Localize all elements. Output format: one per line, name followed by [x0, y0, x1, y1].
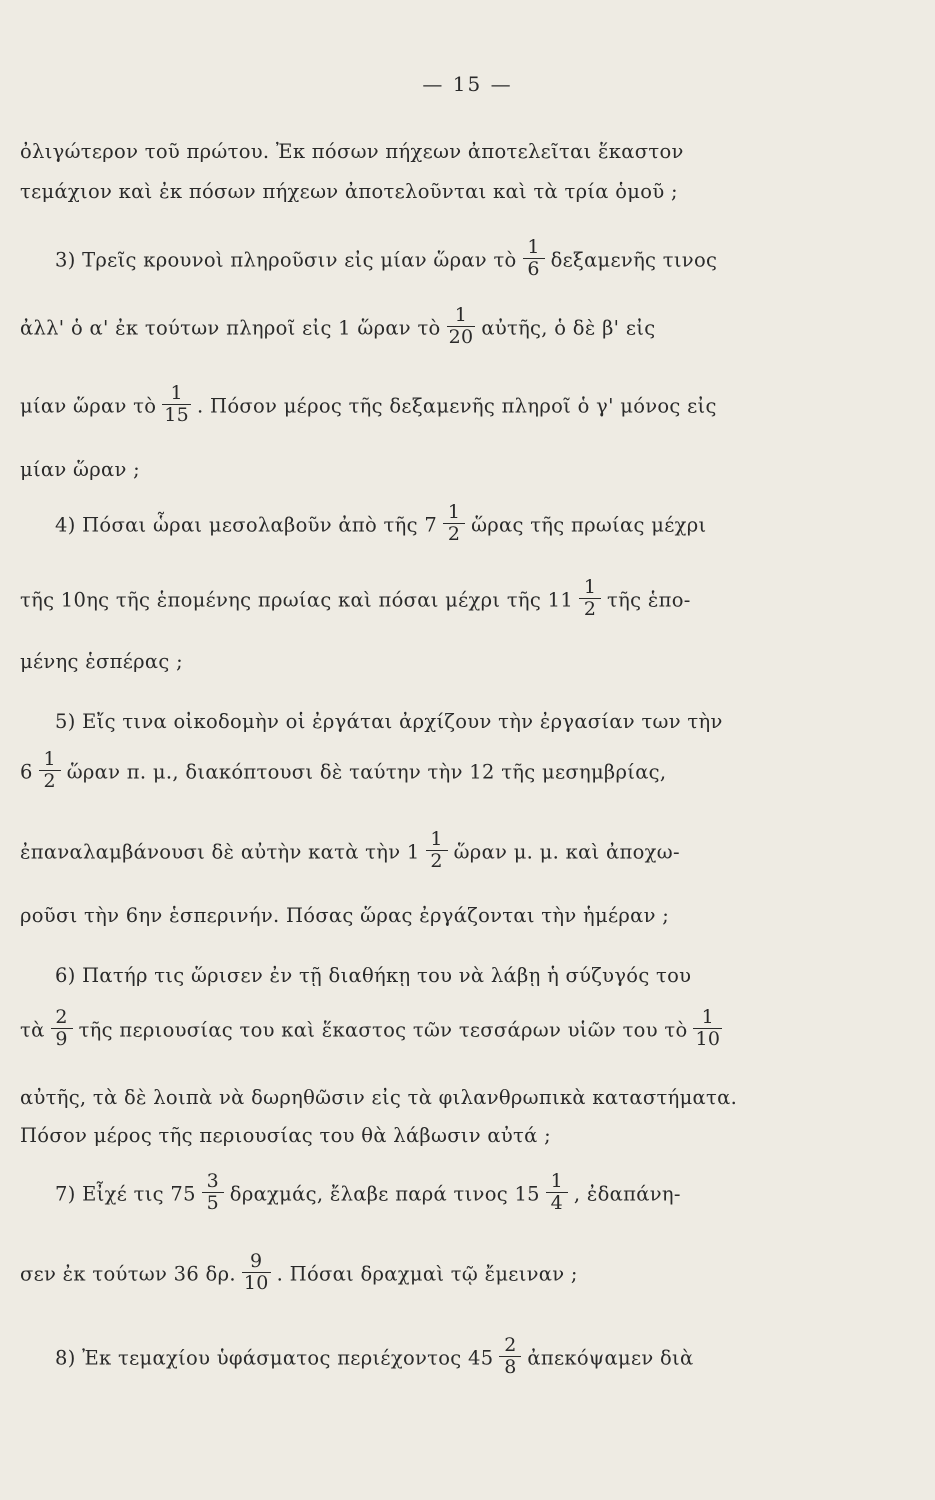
text-line	[55, 1170, 840, 1216]
text-line	[20, 1006, 840, 1052]
line-text: 6	[20, 760, 33, 784]
line-text: σεν ἐκ τούτων 36 δρ.	[20, 1262, 236, 1286]
text-line	[20, 1250, 840, 1296]
line-text: 5) Εἴς τινα οἰκοδομὴν οἱ ἐργάται ἀρχίζουν τὴν ἐργασίαν των τὴν	[55, 710, 723, 733]
line-text: . Πόσον μέρος τῆς δεξαμενῆς πληροῖ ὁ γ' μόνος εἰς	[197, 394, 717, 418]
fraction	[51, 1008, 73, 1050]
fraction-numerator: 1	[454, 304, 468, 326]
page-number: — 15 —	[422, 72, 513, 96]
fraction-numerator: 1	[170, 382, 183, 404]
line-text: Πόσον μέρος τῆς περιουσίας του θὰ λάβωσιν αὐτά ;	[20, 1124, 551, 1147]
text-line	[55, 501, 840, 547]
line-text: 8) Ἐκ τεμαχίου ὑφάσματος περιέχοντος 45	[55, 1346, 494, 1370]
fraction-numerator: 3	[206, 1170, 219, 1192]
fraction-numerator: 1	[701, 1006, 715, 1028]
text-line	[55, 966, 840, 986]
fraction-numerator: 1	[583, 576, 597, 598]
fraction-denominator: 4	[546, 1192, 568, 1214]
line-text: ὀλιγώτερον τοῦ πρώτου. Ἐκ πόσων πήχεων ἀποτελεῖται ἕκαστον	[20, 140, 684, 163]
fraction	[242, 1252, 271, 1294]
text-line	[20, 382, 840, 428]
text-line	[20, 182, 840, 202]
line-text: τῆς ἑπο-	[607, 588, 691, 612]
fraction-denominator: 5	[202, 1192, 224, 1214]
fraction-numerator: 9	[250, 1250, 263, 1272]
text-line	[20, 460, 840, 480]
fraction-numerator: 1	[550, 1170, 564, 1192]
fraction-denominator: 6	[523, 258, 545, 280]
text-line	[55, 236, 840, 282]
text-line	[20, 652, 840, 672]
fraction	[202, 1172, 224, 1214]
line-text: , ἐδαπάνη-	[573, 1182, 681, 1206]
fraction	[579, 578, 601, 620]
text-line	[20, 576, 840, 622]
fraction-denominator: 10	[695, 1027, 721, 1050]
fraction	[523, 238, 545, 280]
fraction-denominator: 20	[448, 325, 474, 348]
line-text: ὥραν μ. μ. καὶ ἀποχω-	[453, 840, 680, 864]
text-line	[20, 748, 840, 794]
fraction	[447, 306, 476, 348]
fraction-denominator: 15	[164, 403, 190, 426]
line-text: . Πόσαι δραχμαὶ τῷ ἔμειναν ;	[276, 1262, 578, 1286]
text-line	[55, 712, 840, 732]
fraction-denominator: 8	[499, 1356, 521, 1378]
fraction-numerator: 2	[504, 1334, 517, 1356]
line-text: ἀπεκόψαμεν διὰ	[527, 1346, 694, 1370]
line-text: δραχμάς, ἔλαβε παρά τινος 15	[229, 1182, 540, 1206]
fraction-numerator: 1	[527, 236, 540, 258]
line-text: ὥρας τῆς πρωίας μέχρι	[471, 513, 707, 537]
line-text: 6) Πατήρ τις ὥρισεν ἐν τῇ διαθήκῃ του νὰ λάβῃ ἡ σύζυγός του	[55, 964, 692, 987]
line-text: τῆς 10ης τῆς ἑπομένης πρωίας καὶ πόσαι μέχρι τῆς 11	[20, 588, 574, 612]
fraction-denominator: 2	[443, 523, 465, 545]
fraction-numerator: 2	[55, 1006, 68, 1028]
fraction	[39, 750, 61, 792]
line-text: τῆς περιουσίας του καὶ ἕκαστος τῶν τεσσάρων υἱῶν του τὸ	[78, 1018, 688, 1042]
line-text: τὰ	[20, 1018, 45, 1042]
line-text: αὐτῆς, τὰ δὲ λοιπὰ νὰ δωρηθῶσιν εἰς τὰ φιλανθρωπικὰ καταστήματα.	[20, 1086, 738, 1109]
fraction	[443, 503, 465, 545]
line-text: ἐπαναλαμβάνουσι δὲ αὐτὴν κατὰ τὴν 1	[20, 840, 420, 864]
text-line	[55, 1334, 840, 1380]
fraction	[546, 1172, 568, 1214]
fraction-denominator: 2	[579, 598, 601, 620]
fraction-denominator: 2	[426, 850, 448, 872]
fraction-numerator: 1	[430, 828, 443, 850]
line-text: μίαν ὥραν ;	[20, 458, 140, 481]
line-text: μίαν ὥραν τὸ	[20, 394, 157, 418]
text-line	[20, 1126, 840, 1146]
text-line	[20, 906, 840, 926]
fraction	[499, 1336, 521, 1378]
line-text: ροῦσι τὴν 6ην ἑσπερινήν. Πόσας ὥρας ἐργάζονται τὴν ἡμέραν ;	[20, 904, 670, 927]
text-line	[20, 142, 840, 162]
fraction	[426, 830, 448, 872]
fraction-denominator: 2	[39, 770, 61, 792]
line-text: δεξαμενῆς τινος	[550, 248, 718, 272]
text-line	[20, 828, 840, 874]
line-text: ἀλλ' ὁ α' ἐκ τούτων πληροῖ εἰς 1 ὥραν τὸ	[20, 316, 441, 340]
line-text: ὥραν π. μ., διακόπτουσι δὲ ταύτην τὴν 12 τῆς μεσημβρίας,	[66, 760, 667, 784]
fraction	[693, 1008, 722, 1050]
line-text: μένης ἑσπέρας ;	[20, 650, 183, 673]
text-line	[20, 304, 840, 350]
line-text: αὐτῆς, ὁ δὲ β' εἰς	[481, 316, 656, 340]
line-text: 7) Εἶχέ τις 75	[55, 1182, 196, 1206]
fraction-denominator: 10	[243, 1271, 269, 1294]
fraction	[162, 384, 191, 426]
text-line	[20, 1088, 840, 1108]
line-text: 4) Πόσαι ὧραι μεσολαβοῦν ἀπὸ τῆς 7	[55, 513, 438, 537]
fraction-numerator: 1	[43, 748, 56, 770]
line-text: 3) Τρεῖς κρουνοὶ πληροῦσιν εἰς μίαν ὥραν τὸ	[55, 248, 517, 272]
fraction-denominator: 9	[51, 1028, 73, 1050]
fraction-numerator: 1	[447, 501, 461, 523]
line-text: τεμάχιον καὶ ἐκ πόσων πήχεων ἀποτελοῦνται καὶ τὰ τρία ὁμοῦ ;	[20, 180, 678, 203]
